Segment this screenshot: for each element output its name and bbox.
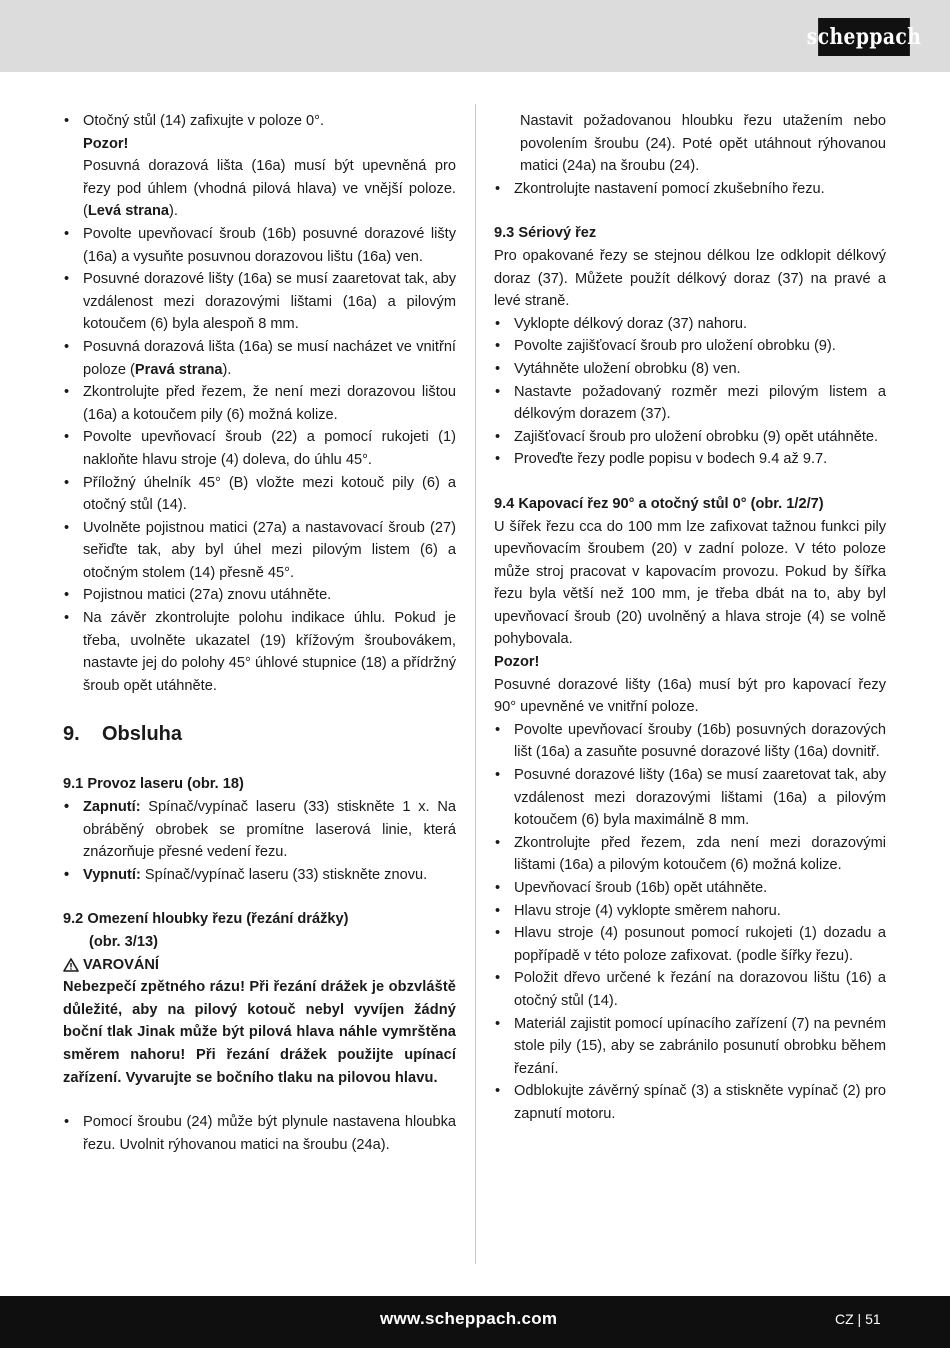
bullet-list — [494, 313, 886, 471]
list-item — [63, 336, 456, 381]
list-item: • Zkontrolujte před řezem, zda není mezi dorazovými lištami (16a) a pilovým kotoučem (6) možná kolize. — [494, 832, 886, 877]
spacer — [63, 886, 456, 908]
list-item: • Zkontrolujte před řezem, že není mezi dorazovou lištou (16a) a kotoučem pily (6) možná kolize. — [63, 381, 456, 426]
list-item: • Zajišťovací šroub pro uložení obrobku (9) opět utáhněte. — [494, 426, 886, 449]
website-link[interactable]: www.scheppach.com — [380, 1309, 558, 1328]
list-item: • Uvolněte pojistnou matici (27a) a nastavovací šroub (27) seřiďte tak, aby byl úhel mezi pilovým listem (6) a otočným stolem (14) přesně 45°. — [63, 517, 456, 585]
spacer — [494, 471, 886, 493]
column-divider — [475, 104, 476, 1264]
list-item: • Posuvné dorazové lišty (16a) se musí zaaretovat tak, aby vzdálenost mezi dorazovými lištami (16a) a pilovým kotoučem (6) byla alespoň 8 mm. — [63, 268, 456, 336]
list-item: • Proveďte řezy podle popisu v bodech 9.4 až 9.7. — [494, 448, 886, 471]
page-number: CZ | 51 — [835, 1311, 881, 1327]
list-item: • Odblokujte závěrný spínač (3) a stiskněte vypínač (2) pro zapnutí motoru. — [494, 1080, 886, 1125]
bold-text: Vypnutí: — [83, 866, 141, 883]
bullet-text: Posuvná dorazová lišta (16a) se musí nacházet ve vnitřní poloze ( — [83, 338, 456, 378]
bold-text: Pravá strana — [134, 361, 223, 378]
bold-text: Levá strana — [87, 203, 169, 220]
bullet-text: ). — [222, 361, 232, 378]
bullet-text: Otočný stůl (14) zafixujte v poloze 0°. — [83, 113, 325, 129]
list-item: • Pojistnou matici (27a) znovu utáhněte. — [63, 584, 456, 607]
spacer — [494, 200, 886, 222]
list-item — [63, 110, 456, 223]
footer-bar — [0, 1296, 950, 1348]
list-item: • Pomocí šroubu (24) může být plynule nastavena hloubka řezu. Uvolnit rýhovanou matici na šroubu (24a). — [63, 1111, 456, 1156]
warning-text: Nebezpečí zpětného rázu! Při řezání drážek je obzvláště důležité, aby na pilový kotouč nebyl vyvíjen žádný boční tlak Jinak může být pilová hlava náhle vymrštěna směrem nahoru! Při řezání drážek použijte upínací zařízení. Vyvarujte se bočního tlaku na pilovou hlavu. — [63, 979, 456, 1086]
subsection-title: 9.1 Provoz laseru (obr. 18) — [63, 776, 244, 793]
right-column — [494, 110, 886, 1126]
pozor-label: Pozor! — [83, 135, 129, 152]
subsection-title: 9.2 Omezení hloubky řezu (řezání drážky) — [63, 911, 349, 928]
section-title: Obsluha — [102, 723, 183, 746]
section-number: 9. — [63, 723, 80, 746]
bullet-text: Posuvná dorazová lišta (16a) musí být upevněná pro řezy pod úhlem (vhodná pilová hlava) ve vnější poloze. ( — [83, 158, 456, 220]
subsection-title: 9.4 Kapovací řez 90° a otočný stůl 0° (obr. 1/2/7) — [494, 495, 824, 512]
list-item: • Vyklopte délkový doraz (37) nahoru. — [494, 313, 886, 336]
list-item: • Posuvné dorazové lišty (16a) se musí zaaretovat tak, aby vzdálenost mezi dorazovými lištami (16a) a pilovým kotoučem (6) byla maximálně 8 mm. — [494, 764, 886, 832]
bold-text: Zapnutí: — [83, 799, 141, 816]
list-item: • Nastavte požadovaný rozměr mezi pilovým listem a délkovým dorazem (37). — [494, 381, 886, 426]
list-item: • Materiál zajistit pomocí upínacího zařízení (7) na pevném stole pily (15), aby se zabránilo posunutí obrobku během řezání. — [494, 1013, 886, 1081]
warning-label: VAROVÁNÍ — [83, 956, 159, 973]
bullet-text: Spínač/vypínač laseru (33) stiskněte znovu. — [140, 866, 428, 883]
warning-triangle-icon — [63, 958, 79, 972]
list-item: • Povolte upevňovací šroub (16b) posuvné dorazové lišty (16a) a vysuňte posuvnou dorazovou lištu (16a) ven. — [63, 223, 456, 268]
bullet-list — [494, 719, 886, 1126]
paragraph: Pro opakované řezy se stejnou délkou lze odklopit délkový doraz (37). Můžete použít délkový doraz (37) na pravé a levé straně. — [494, 247, 886, 310]
paragraph: U šířek řezu cca do 100 mm lze zafixovat tažnou funkci pily upevňovacím šroubem (20) v zadní poloze. V této poloze může stroj pracovat v kapovacím provozu. Pokud by šířka řezu byla větší než 100 mm, je třeba dbát na to, aby byl upevňovací šroub (20) uvolněný a hlava stroje (4) se volně pohybovala. — [494, 518, 886, 648]
bullet-text: Spínač/vypínač laseru (33) stiskněte 1 x. Na obráběný obrobek se promítne laserová linie, která znázorňuje přesné vedení řezu. — [83, 799, 456, 861]
left-column — [63, 110, 456, 1156]
spacer — [63, 1089, 456, 1111]
bullet-list — [63, 796, 456, 886]
bullet-list — [63, 110, 456, 697]
list-item: • Vytáhněte uložení obrobku (8) ven. — [494, 358, 886, 381]
list-item — [63, 864, 456, 887]
list-item: • Zkontrolujte nastavení pomocí zkušebního řezu. — [494, 178, 886, 201]
list-item: • Povolte upevňovací šrouby (16b) posuvných dorazových lišt (16a) a zasuňte posuvné dorazové lišty (16a) dovnitř. — [494, 719, 886, 764]
list-item: • Upevňovací šroub (16b) opět utáhněte. — [494, 877, 886, 900]
subsection-title: 9.3 Sériový řez — [494, 225, 597, 242]
bullet-list — [494, 178, 886, 201]
continued-text: Nastavit požadovanou hloubku řezu utažením nebo povolením šroubu (24). Poté opět utáhnout rýhovanou matici (24a) na šroubu (24). — [520, 113, 886, 175]
section-heading — [63, 721, 456, 747]
list-item: • Příložný úhelník 45° (B) vložte mezi kotouč pily (6) a otočný stůl (14). — [63, 472, 456, 517]
list-item: • Hlavu stroje (4) posunout pomocí rukojeti (1) dozadu a popřípadě v této poloze zafixovat. (podle šířky řezu). — [494, 922, 886, 967]
subsection-title-continued: (obr. 3/13) — [89, 934, 158, 950]
paragraph: Posuvné dorazové lišty (16a) musí být pro kapovací řezy 90° upevněné ve vnitřní poloze. — [494, 676, 886, 716]
list-item — [63, 796, 456, 864]
list-item: • Povolte zajišťovací šroub pro uložení obrobku (9). — [494, 335, 886, 358]
bullet-text: ). — [169, 203, 178, 220]
list-item: • Hlavu stroje (4) vyklopte směrem nahoru. — [494, 900, 886, 923]
list-item: • Na závěr zkontrolujte polohu indikace úhlu. Pokud je třeba, uvolněte ukazatel (19) křížovým šroubovákem, nastavte jej do polohy 45° úhlové stupnice (18) a přídržný šroub opět utáhněte. — [63, 607, 456, 697]
list-item: • Položit dřevo určené k řezání na dorazovou lištu (16) a otočný stůl (14). — [494, 967, 886, 1012]
warning-heading — [63, 954, 456, 977]
header-bar — [0, 0, 950, 72]
pozor-label: Pozor! — [494, 654, 540, 671]
list-item: • Povolte upevňovací šroub (22) a pomocí rukojeti (1) nakloňte hlavu stroje (4) doleva, do úhlu 45°. — [63, 426, 456, 471]
scheppach-logo: scheppach — [818, 18, 910, 56]
bullet-list — [63, 1111, 456, 1156]
